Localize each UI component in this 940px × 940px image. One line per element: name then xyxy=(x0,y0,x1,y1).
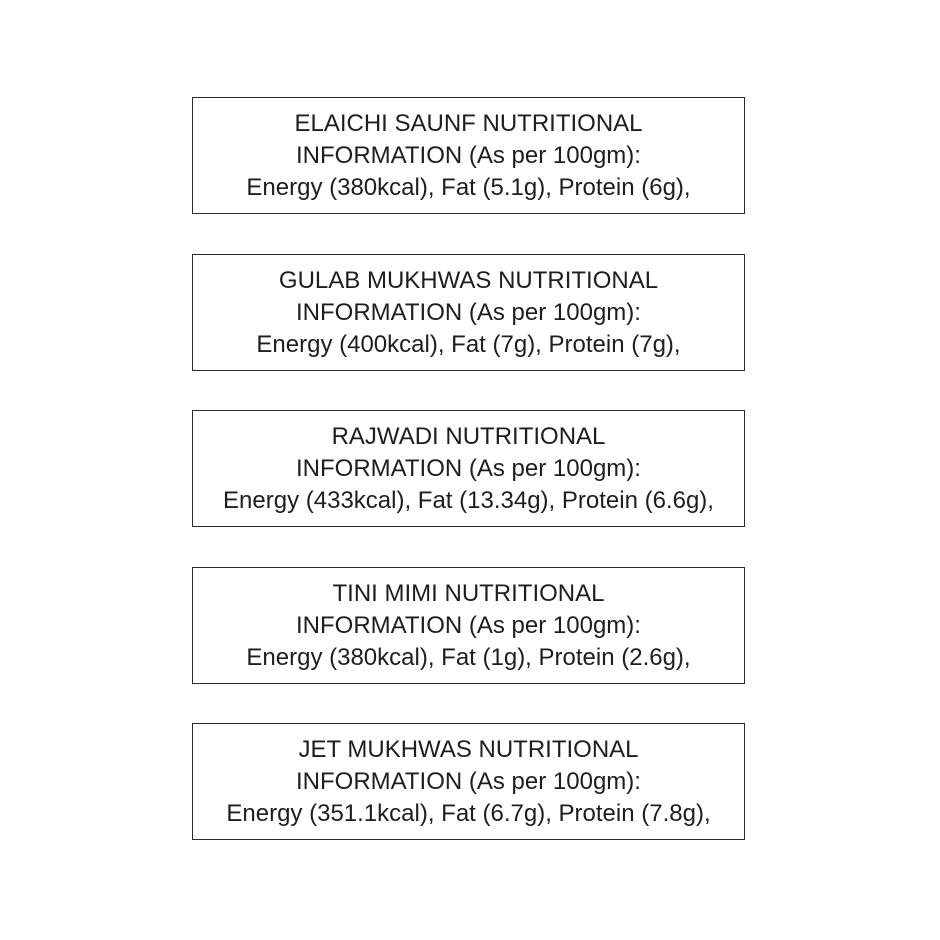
box-subtitle: INFORMATION (As per 100gm): xyxy=(296,298,641,326)
nutrition-box-tini-mimi xyxy=(192,567,745,684)
nutrition-box-elaichi-saunf xyxy=(192,97,745,214)
box-title: GULAB MUKHWAS NUTRITIONAL xyxy=(278,266,659,294)
box-subtitle: INFORMATION (As per 100gm): xyxy=(296,611,641,639)
box-values: Energy (400kcal), Fat (7g), Protein (7g), xyxy=(256,330,681,358)
box-subtitle: INFORMATION (As per 100gm): xyxy=(296,141,641,169)
box-title: ELAICHI SAUNF NUTRITIONAL xyxy=(294,109,643,137)
nutrition-box-jet-mukhwas xyxy=(192,723,745,840)
box-title: RAJWADI NUTRITIONAL xyxy=(331,422,606,450)
box-values: Energy (380kcal), Fat (1g), Protein (2.6g), xyxy=(246,643,691,671)
box-subtitle: INFORMATION (As per 100gm): xyxy=(296,454,641,482)
box-values: Energy (380kcal), Fat (5.1g), Protein (6g), xyxy=(246,173,691,201)
box-values: Energy (433kcal), Fat (13.34g), Protein (6.6g), xyxy=(223,486,714,514)
box-title: TINI MIMI NUTRITIONAL xyxy=(332,579,605,607)
box-subtitle: INFORMATION (As per 100gm): xyxy=(296,767,641,795)
box-title: JET MUKHWAS NUTRITIONAL xyxy=(298,735,639,763)
nutrition-box-rajwadi xyxy=(192,410,745,527)
nutrition-box-gulab-mukhwas xyxy=(192,254,745,371)
box-values: Energy (351.1kcal), Fat (6.7g), Protein (7.8g), xyxy=(226,799,711,827)
